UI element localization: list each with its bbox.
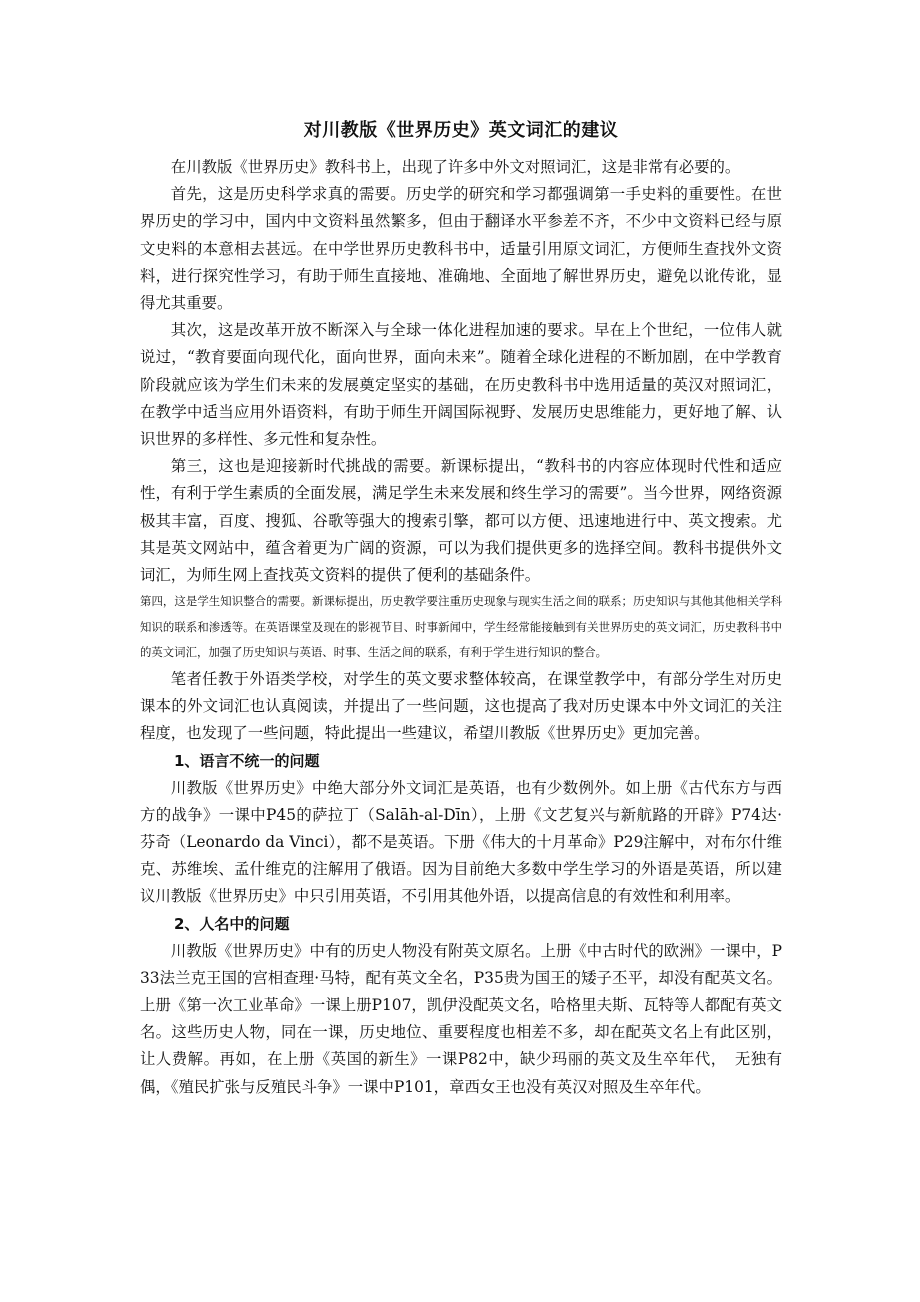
fourth-reason-paragraph: 第四，这是学生知识整合的需要。新课标提出，历史教学要注重历史现象与现实生活之间的联系；历史知识与其他其他相关学科知识的联系和渗透等。在英语课堂及现在的影视节目、时事新闻中，学生经常能接触到有关世界历史的英文词汇，历史教科书中的英文词汇，加强了历史知识与英语、时事、生活之间的联系，有利于学生进行知识的整合。 xyxy=(140,594,782,660)
names-issue-paragraph: 川教版《世界历史》中有的历史人物没有附英文原名。上册《中古时代的欧洲》一课中，P33法兰克王国的宫相查理·马特，配有英文全名，P35贵为国王的矮子丕平，却没有配英文名。上册《第一次工业革命》一课上册P107，凯伊没配英文名，哈格里夫斯、瓦特等人都配有英文名。这些历史人物，同在一课，历史地位、重要程度也相差不多，却在配英文名上有此区别，让人费解。再如，在上册《英国的新生》一课P82中，缺少玛丽的英文及生卒年代， 无独有偶，《殖民扩张与反殖民斗争》一课中P101，章西女王也没有英汉对照及生卒年代。 xyxy=(140,941,782,1096)
first-reason-paragraph: 首先，这是历史科学求真的需要。历史学的研究和学习都强调第一手史料的重要性。在世界历史的学习中，国内中文资料虽然繁多，但由于翻译水平参差不齐，不少中文资料已经与原文史料的本意相去甚远。在中学世界历史教科书中，适量引用原文词汇，方便师生查找外文资料，进行探究性学习，有助于师生直接地、准确地、全面地了解世界历史，避免以讹传讹，显得尤其重要。 xyxy=(140,185,782,313)
second-reason-paragraph: 其次，这是改革开放不断深入与全球一体化进程加速的要求。早在上个世纪，一位伟人就说过，“教育要面向现代化，面向世界，面向未来”。随着全球化进程的不断加剧，在中学教育阶段就应该为学生们未来的发展奠定坚实的基础，在历史教科书中选用适量的英汉对照词汇，在教学中适当应用外语资料，有助于师生开阔国际视野、发展历史思维能力，更好地了解、认识世界的多样性、多元性和复杂性。 xyxy=(140,321,782,449)
section-heading-language: 1、语言不统一的问题 xyxy=(174,751,320,770)
section-heading-names: 2、人名中的问题 xyxy=(174,914,290,933)
language-issue-paragraph: 川教版《世界历史》中绝大部分外文词汇是英语，也有少数例外。如上册《古代东方与西方的战争》一课中P45的萨拉丁（Salāh-al-Dīn），上册《文艺复兴与新航路的开辟》P74达·芬奇（Leonardo da Vinci），都不是英语。下册《伟大的十月革命》P29注解中，对布尔什维克、苏维埃、孟什维克的注解用了俄语。因为目前绝大多数中学生学习的外语是英语，所以建议川教版《世界历史》中只引用英语，不引用其他外语，以提高信息的有效性和利用率。 xyxy=(140,778,782,906)
intro-paragraph: 在川教版《世界历史》教科书上，出现了许多中外文对照词汇，这是非常有必要的。 xyxy=(170,158,741,176)
third-reason-paragraph: 第三，这也是迎接新时代挑战的需要。新课标提出，“教科书的内容应体现时代性和适应性，有利于学生素质的全面发展，满足学生未来发展和终生学习的需要”。当今世界，网络资源极其丰富，百度、搜狐、谷歌等强大的搜索引擎，都可以方便、迅速地进行中、英文搜索。尤其是英文网站中，蕴含着更为广阔的资源，可以为我们提供更多的选择空间。教科书提供外文词汇，为师生网上查找英文资料的提供了便利的基础条件。 xyxy=(140,457,782,585)
document-page xyxy=(140,118,782,1101)
document-title: 对川教版《世界历史》英文词汇的建议 xyxy=(303,120,619,141)
author-paragraph: 笔者任教于外语类学校，对学生的英文要求整体较高，在课堂教学中，有部分学生对历史课本的外文词汇也认真阅读，并提出了一些问题，这也提高了我对历史课本中外文词汇的关注程度，也发现了一些问题，特此提出一些建议，希望川教版《世界历史》更加完善。 xyxy=(140,670,782,743)
